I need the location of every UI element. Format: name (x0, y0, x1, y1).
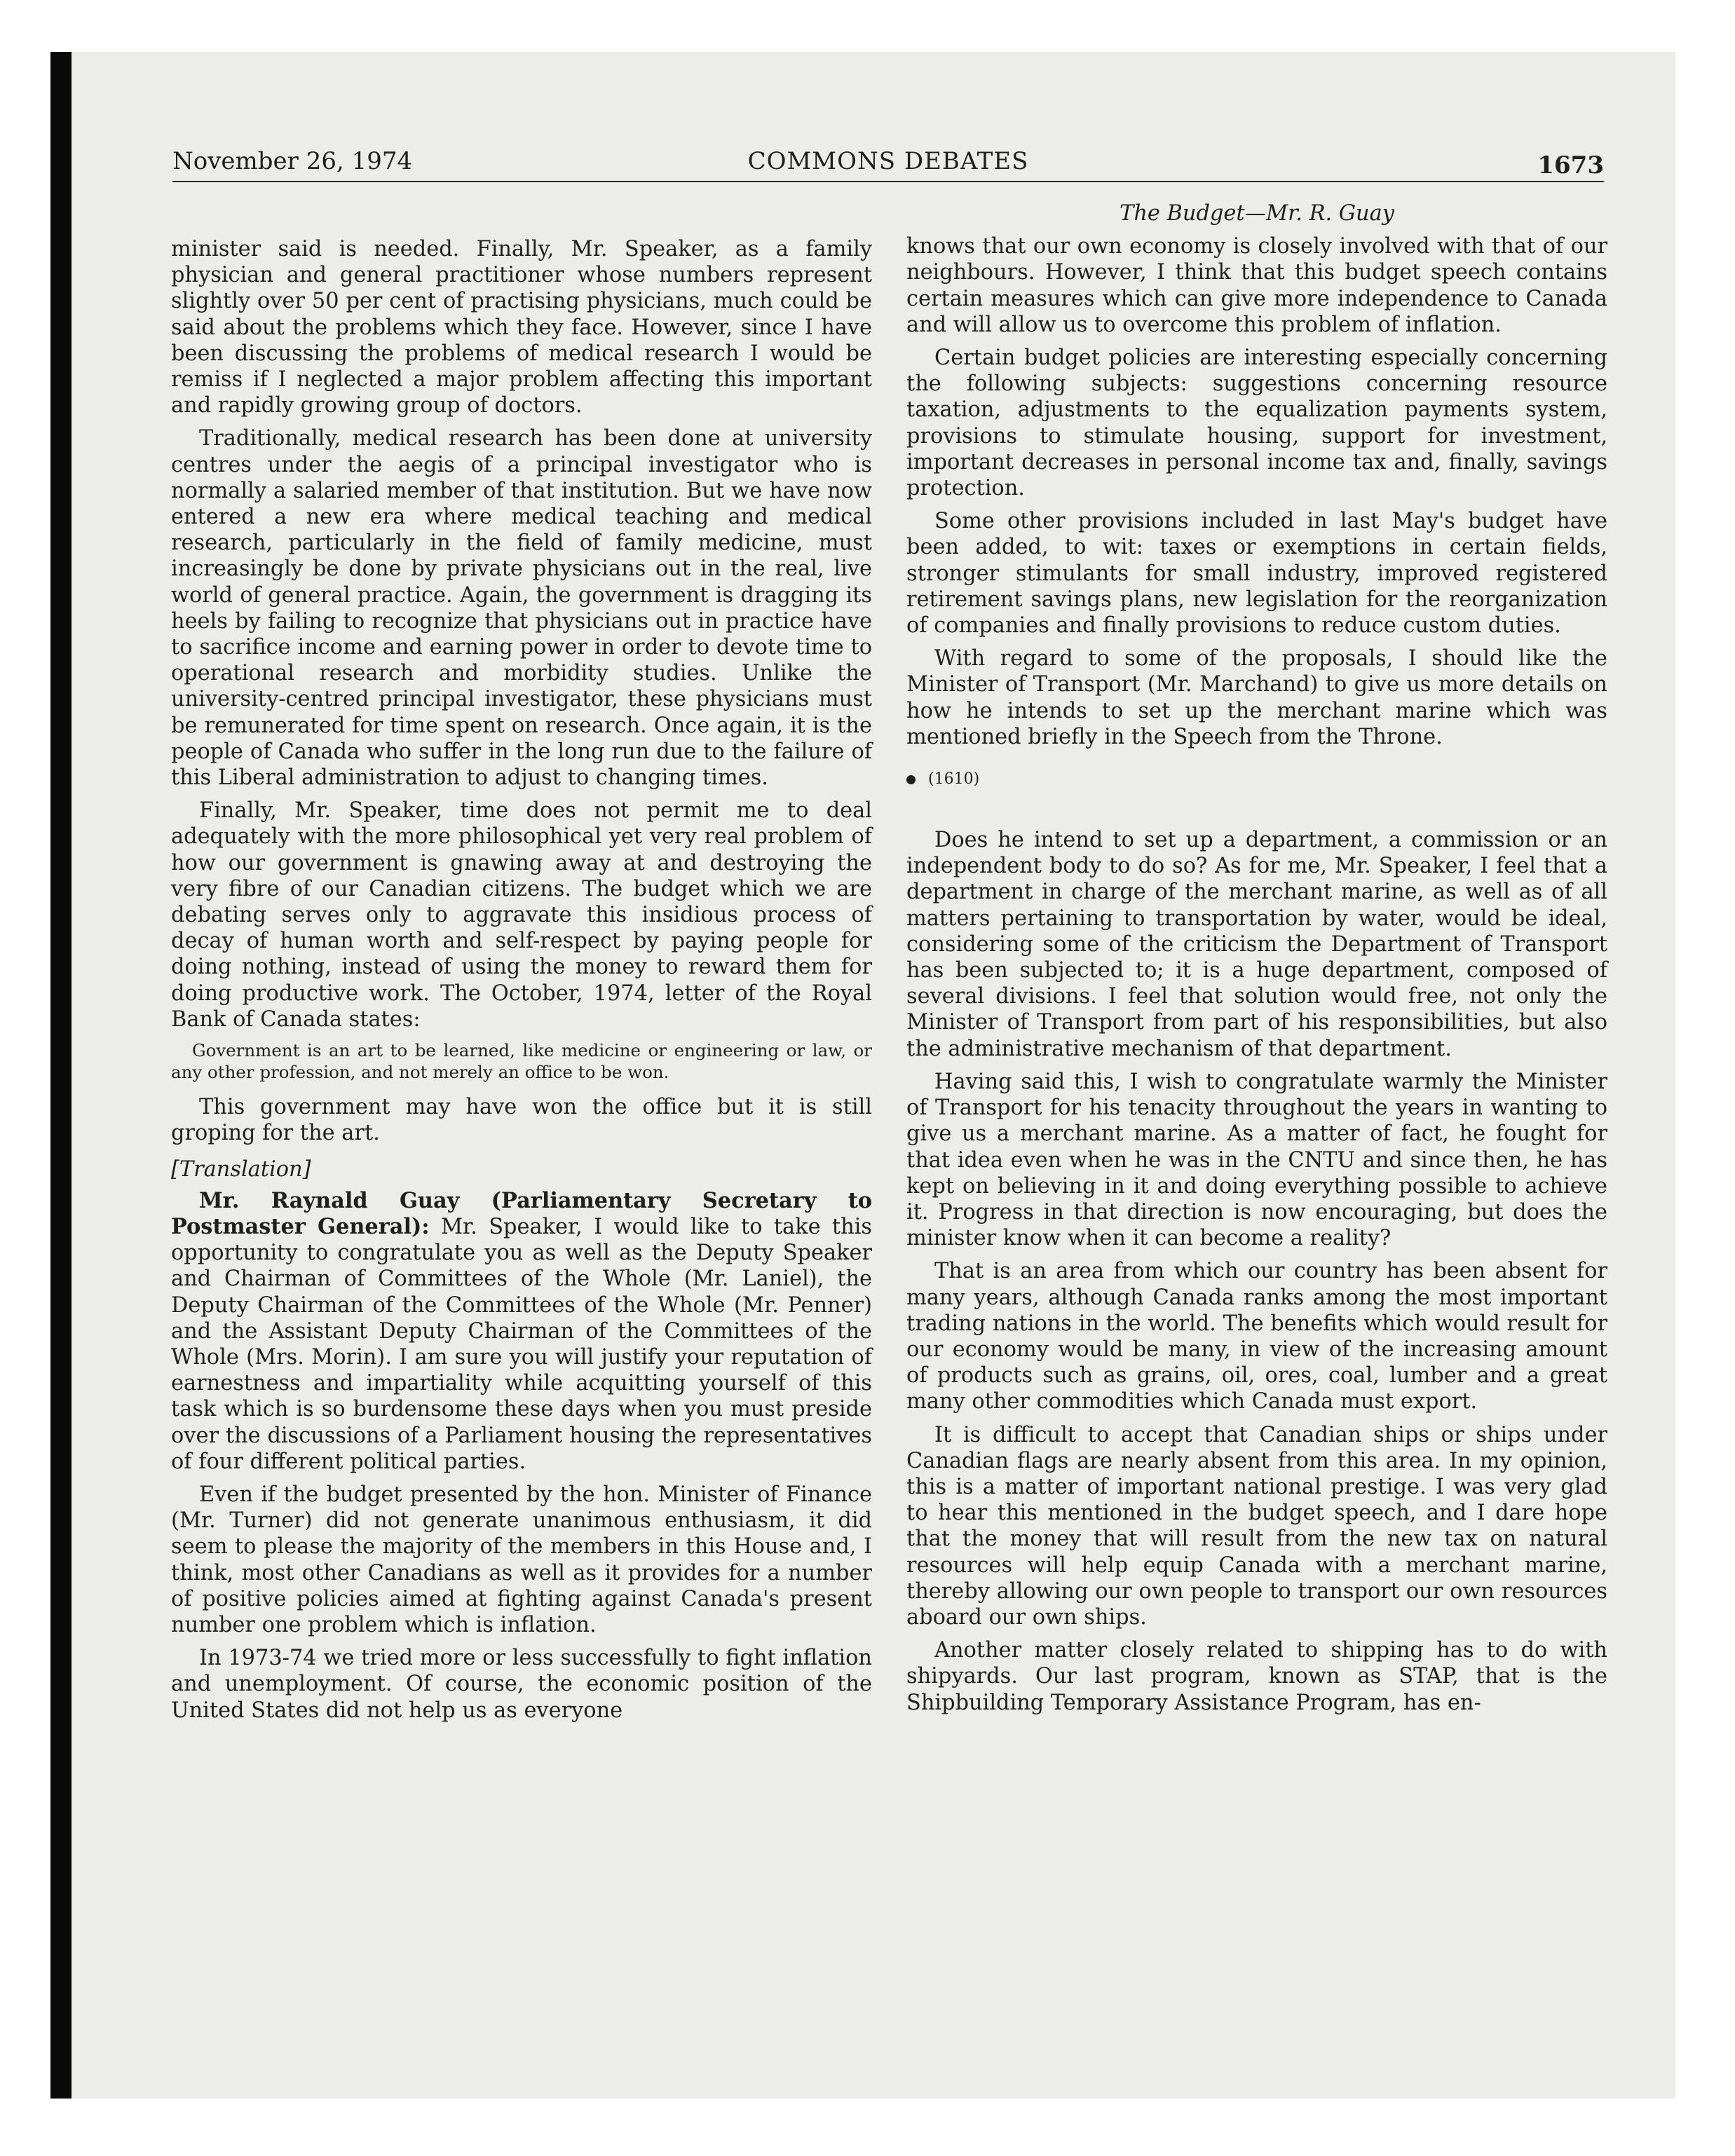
header-rule (172, 181, 1604, 182)
paragraph: Does he intend to set up a department, a commission or an independent body to do so? As for me, Mr. Speaker, I feel that a department in charge of the merchant marine, as well as of all matters pertaining to transportation by water, would be ideal, considering some of the criticism the Department of Transport has been subjected to; it is a huge department, composed of several divisions. I feel that solution would free, not only the Minister of Transport from part of his responsibilities, but also the administrative mechanism of that department. (906, 828, 1607, 1061)
scan-edge-shadow (50, 52, 72, 2099)
bullet-icon (906, 775, 916, 784)
paragraph: Having said this, I wish to congratulate warmly the Minister of Transport for his tenacity throughout the years in wanting to give us a merchant marine. As a matter of fact, he fought for that idea even when he was in the CNTU and since then, he has kept on believing in it and doing everything possible to achieve it. Progress in that direction is now encouraging, but does the minister know when it can become a reality? (906, 1069, 1607, 1251)
header-page-number: 1673 (1537, 151, 1604, 179)
page-header (172, 147, 1604, 184)
paragraph: knows that our own economy is closely involved with that of our neighbours. However, I think that this budget speech contains certain measures which can give more independence to Canada and will allow us to overcome this problem of inflation. (906, 234, 1607, 337)
speaker-text: Mr. Speaker, I would like to take this opportunity to congratulate you as well as the Deputy Speaker and Chairman of Committees of the Whole (Mr. Laniel), the Deputy Chairman of the Committees of the Whole (Mr. Penner) and the Assistant Deputy Chairman of the Committees of the Whole (Mrs. Morin). I am sure you will justify your reputation of earnestness and impartiality while acquitting yourself of this task which is so burdensome these days when you must preside over the discussions of a Parliament housing the representatives of four different political parties. (171, 1214, 872, 1474)
paragraph: With regard to some of the proposals, I should like the Minister of Transport (Mr. Marchand) to give us more details on how he intends to set up the merchant marine which was mentioned briefly in the Speech from the Throne. (906, 646, 1607, 749)
right-column (906, 200, 1607, 1723)
speaker-paragraph (171, 1188, 872, 1475)
left-column (171, 236, 872, 1731)
header-date: November 26, 1974 (172, 147, 413, 175)
block-quote (171, 1039, 872, 1083)
translation-label: [Translation] (171, 1157, 311, 1182)
paragraph: Another matter closely related to shipping has to do with shipyards. Our last program, known as STAP, that is the Shipbuilding Temporary Assistance Program, has en- (906, 1638, 1607, 1715)
paragraph: minister said is needed. Finally, Mr. Speaker, as a family physician and general practitioner whose numbers represent slightly over 50 per cent of practising physicians, much could be said about the problems which they face. However, since I have been discussing the problems of medical research I would be remiss if I neglected a major problem affecting this important and rapidly growing group of doctors. (171, 237, 872, 418)
paragraph: In 1973-74 we tried more or less successfully to fight inflation and unemployment. Of course, the economic position of the United States did not help us as everyone (171, 1646, 872, 1723)
paragraph: Even if the budget presented by the hon. Minister of Finance (Mr. Turner) did not generate unanimous enthusiasm, it did seem to please the majority of the members in this House and, I think, most other Canadians as well as it provides for a number of positive policies aimed at fighting against Canada's present number one problem which is inflation. (171, 1482, 872, 1637)
paragraph: Some other provisions included in last May's budget have been added, to wit: taxes or exemptions in certain fields, stronger stimulants for small industry, improved registered retirement savings plans, new legislation for the reorganization of companies and finally provisions to reduce custom duties. (906, 509, 1607, 639)
paragraph: This government may have won the office but it is still groping for the art. (171, 1095, 872, 1146)
running-head: The Budget—Mr. R. Guay (1120, 201, 1394, 226)
paragraph: That is an area from which our country has been absent for many years, although Canada ranks among the most important trading nations in the world. The benefits which would result for our economy would be many, in view of the increasing amount of products such as grains, oil, ores, coal, lumber and a great many other commodities which Canada must export. (906, 1259, 1607, 1414)
timestamp: (1610) (928, 770, 980, 789)
paragraph: Finally, Mr. Speaker, time does not permit me to deal adequately with the more philosophical yet very real problem of how our government is gnawing away at and destroying the very fibre of our Canadian citizens. The budget which we are debating serves only to aggravate this insidious process of decay of human worth and self-respect by paying people for doing nothing, instead of using the money to reward them for doing productive work. The October, 1974, letter of the Royal Bank of Canada states: (171, 798, 872, 1032)
paragraph: Traditionally, medical research has been done at university centres under the aegis of a principal investigator who is normally a salaried member of that institution. But we have now entered a new era where medical teaching and medical research, particularly in the field of family medicine, must increasingly be done by private physicians out in the real, live world of general practice. Again, the government is dragging its heels by failing to recognize that physicians out in practice have to sacrifice income and earning power in order to devote time to operational research and morbidity studies. Unlike the university-centred principal investigator, these physicians must be remunerated for time spent on research. Once again, it is the people of Canada who suffer in the long run due to the failure of this Liberal administration to adjust to changing times. (171, 426, 872, 791)
header-title: COMMONS DEBATES (747, 147, 1029, 175)
quote-text: Government is an art to be learned, like medicine or engineering or law, or any other profession, and not merely an office to be won. (171, 1040, 872, 1083)
time-marker (906, 767, 1607, 792)
paragraph: It is difficult to accept that Canadian ships or ships under Canadian flags are nearly absent from this area. In my opinion, this is a matter of important national prestige. I was very glad to hear this mentioned in the budget speech, and I dare hope that the money that will result from the new tax on natural resources will help equip Canada with a merchant marine, thereby allowing our own people to transport our own resources aboard our own ships. (906, 1422, 1607, 1630)
paragraph: Certain budget policies are interesting especially concerning the following subjects: suggestions concerning resource taxation, adjustments to the equalization payments system, provisions to stimulate housing, support for investment, important decreases in personal income tax and, finally, savings protection. (906, 346, 1607, 501)
speaker-name: Mr. Raynald Guay (Parliamentary Secretary to Postmaster General): (171, 1187, 872, 1239)
